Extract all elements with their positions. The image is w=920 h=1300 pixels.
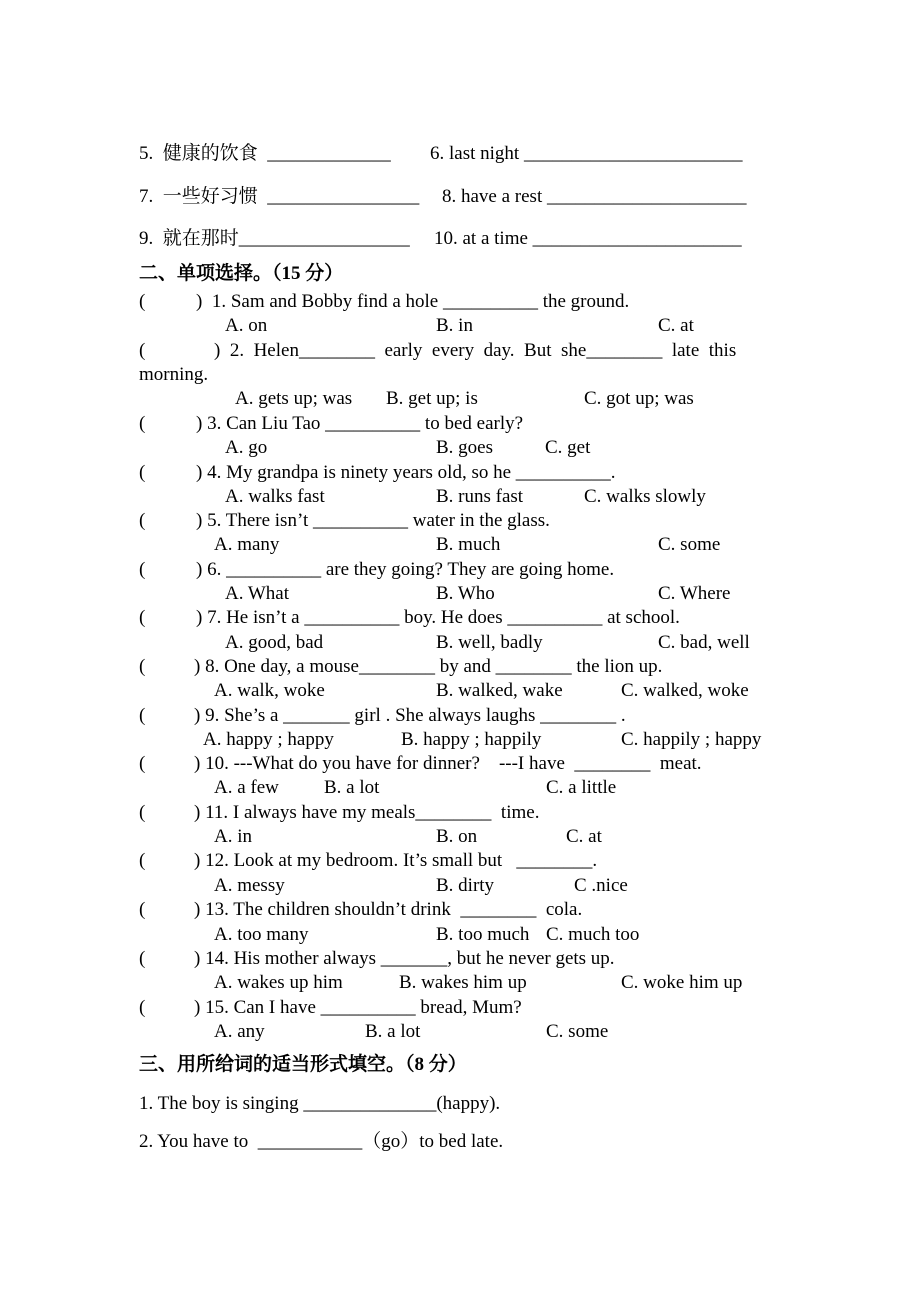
question-2-option-b: B. get up; is	[386, 388, 478, 409]
answer-paren-open: (	[139, 705, 146, 726]
question-7-option-b: B. well, badly	[436, 632, 543, 653]
answer-paren-open: (	[139, 510, 146, 531]
answer-paren-open: (	[139, 607, 146, 628]
answer-paren-open: (	[139, 340, 146, 361]
question-9-option-b: B. happy ; happily	[401, 729, 542, 750]
question-1-option-c: C. at	[658, 315, 694, 336]
question-13-option-b: B. too much	[436, 924, 530, 945]
question-15-option-a: A. any	[214, 1021, 265, 1042]
question-7-stem: ) 7. He isn’t a __________ boy. He does __________ at school.	[196, 607, 680, 628]
question-2-option-a: A. gets up; was	[235, 388, 353, 409]
prompt: 就在那时	[162, 228, 239, 249]
question-9-stem: ) 9. She’s a _______ girl . She always laughs ________ .	[194, 705, 626, 726]
question-4-option-a: A. walks fast	[225, 486, 325, 507]
question-14-option-c: C. woke him up	[621, 972, 743, 993]
question-12-option-c: C .nice	[574, 875, 628, 896]
question-8-option-b: B. walked, wake	[436, 680, 563, 701]
prompt: 健康的饮食	[162, 143, 258, 164]
question-7-option-c: C. bad, well	[658, 632, 750, 653]
fill-item-1: 1. The boy is singing ______________(happy).	[139, 1093, 501, 1114]
num: 10.	[434, 228, 458, 249]
question-5-option-c: C. some	[658, 534, 721, 555]
question-15-option-b: B. a lot	[365, 1021, 421, 1042]
question-14-stem: ) 14. His mother always _______, but he never gets up.	[194, 948, 615, 969]
num: 6.	[430, 143, 445, 164]
question-14-option-a: A. wakes up him	[214, 972, 343, 993]
answer-paren-open: (	[139, 559, 146, 580]
blank: ________________	[267, 186, 420, 207]
prompt: at a time	[462, 228, 528, 249]
question-12-stem: ) 12. Look at my bedroom. It’s small but ________.	[194, 850, 598, 871]
question-5-option-a: A. many	[214, 534, 280, 555]
blank: __________________	[238, 228, 410, 249]
question-13-stem: ) 13. The children shouldn’t drink ________ cola.	[194, 899, 583, 920]
question-8-stem: ) 8. One day, a mouse________ by and ________ the lion up.	[194, 656, 663, 677]
question-1-option-b: B. in	[436, 315, 473, 336]
answer-paren-open: (	[139, 656, 146, 677]
answer-paren-open: (	[139, 850, 146, 871]
prompt: have a rest	[461, 186, 543, 207]
answer-paren-open: (	[139, 899, 146, 920]
question-15-option-c: C. some	[546, 1021, 609, 1042]
question-11-option-a: A. in	[214, 826, 252, 847]
question-6-option-b: B. Who	[436, 583, 495, 604]
question-14-option-b: B. wakes him up	[399, 972, 527, 993]
question-8-option-c: C. walked, woke	[621, 680, 749, 701]
question-10-option-b: B. a lot	[324, 777, 380, 798]
answer-paren-open: (	[139, 462, 146, 483]
section-3-title: 三、用所给词的适当形式填空。（8 分）	[139, 1054, 467, 1075]
question-3-option-c: C. get	[545, 437, 591, 458]
num: 5.	[139, 143, 154, 164]
question-7-option-a: A. good, bad	[225, 632, 324, 653]
question-9-option-a: A. happy ; happy	[203, 729, 334, 750]
question-2-stem: ) 2. Helen________ early every day. But she________ late this	[214, 340, 737, 361]
question-10-option-a: A. a few	[214, 777, 279, 798]
vocab-8	[442, 185, 746, 209]
question-1-option-a: A. on	[225, 315, 268, 336]
answer-paren-open: (	[139, 291, 146, 312]
question-4-stem: ) 4. My grandpa is ninety years old, so he __________.	[196, 462, 616, 483]
question-5-stem: ) 5. There isn’t __________ water in the glass.	[196, 510, 550, 531]
question-13-option-c: C. much too	[546, 924, 640, 945]
prompt: last night	[449, 143, 520, 164]
blank: _____________	[267, 143, 391, 164]
answer-paren-open: (	[139, 948, 146, 969]
answer-paren-open: (	[139, 753, 146, 774]
answer-paren-open: (	[139, 802, 146, 823]
fill-item-2: 2. You have to ___________（go）to bed late.	[139, 1131, 504, 1152]
question-6-option-c: C. Where	[658, 583, 731, 604]
question-10-option-c: C. a little	[546, 777, 617, 798]
answer-paren-open: (	[139, 413, 146, 434]
question-11-option-b: B. on	[436, 826, 478, 847]
question-3-option-b: B. goes	[436, 437, 493, 458]
question-1-stem: ) 1. Sam and Bobby find a hole __________ the ground.	[196, 291, 630, 312]
question-13-option-a: A. too many	[214, 924, 309, 945]
blank: _______________________	[523, 143, 743, 164]
num: 7.	[139, 186, 154, 207]
question-12-option-b: B. dirty	[436, 875, 495, 896]
question-5-option-b: B. much	[436, 534, 501, 555]
vocab-5	[139, 142, 391, 166]
question-3-option-a: A. go	[225, 437, 268, 458]
vocab-10	[434, 227, 742, 251]
question-9-option-c: C. happily ; happy	[621, 729, 762, 750]
question-6-option-a: A. What	[225, 583, 290, 604]
prompt: 一些好习惯	[162, 186, 258, 207]
question-4-option-b: B. runs fast	[436, 486, 524, 507]
section-2-title: 二、单项选择。（15 分）	[139, 263, 344, 284]
question-2-stem-cont: morning.	[139, 364, 209, 385]
num: 8.	[442, 186, 457, 207]
num: 9.	[139, 228, 154, 249]
question-12-option-a: A. messy	[214, 875, 285, 896]
vocab-7	[139, 185, 419, 209]
blank: ______________________	[532, 228, 742, 249]
question-11-option-c: C. at	[566, 826, 602, 847]
answer-paren-open: (	[139, 997, 146, 1018]
question-10-stem: ) 10. ---What do you have for dinner? ---I have ________ meat.	[194, 753, 702, 774]
blank: _____________________	[546, 186, 747, 207]
question-11-stem: ) 11. I always have my meals________ time.	[194, 802, 540, 823]
question-2-option-c: C. got up; was	[584, 388, 694, 409]
vocab-6	[430, 142, 742, 166]
question-15-stem: ) 15. Can I have __________ bread, Mum?	[194, 997, 522, 1018]
question-3-stem: ) 3. Can Liu Tao __________ to bed early?	[196, 413, 524, 434]
question-4-option-c: C. walks slowly	[584, 486, 706, 507]
vocab-9	[139, 227, 410, 251]
question-6-stem: ) 6. __________ are they going? They are going home.	[196, 559, 615, 580]
question-8-option-a: A. walk, woke	[214, 680, 325, 701]
